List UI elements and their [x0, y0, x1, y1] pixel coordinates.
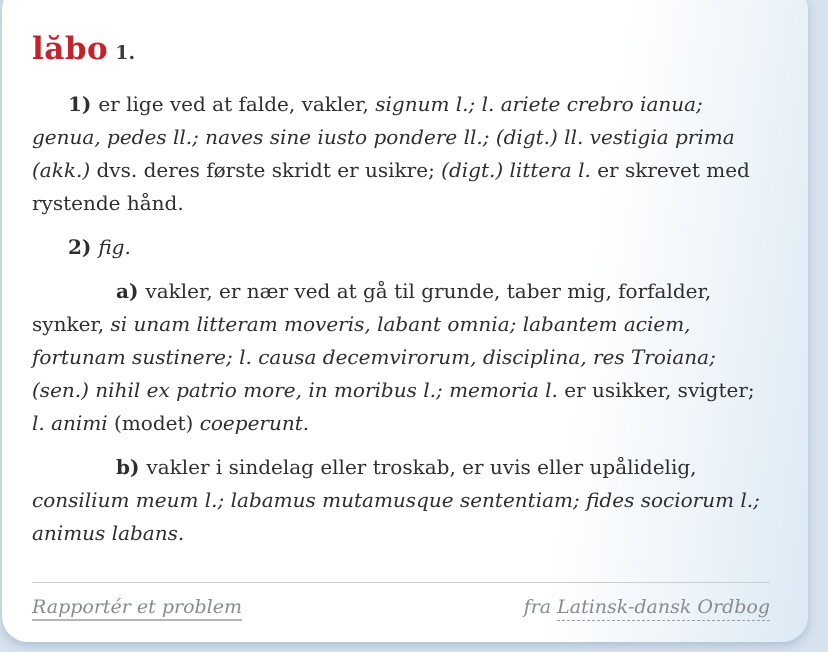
- sense-paragraph: [32, 88, 770, 220]
- text-run: vakler, er nær ved at gå til grunde, taber mig, forfalder, synker,: [32, 279, 712, 336]
- text-run: fig.: [98, 235, 131, 259]
- text-run: coeperunt.: [199, 411, 310, 435]
- text-run: consilium meum l.; labamus mutamusque sententiam; fides sociorum l.; animus labans.: [32, 488, 760, 545]
- headword-line: [32, 28, 770, 73]
- text-run: a): [116, 279, 146, 303]
- text-run: dvs. deres første skridt er usikre;: [96, 158, 442, 182]
- headword: lăbo: [32, 31, 109, 67]
- text-run: vakler i sindelag eller troskab, er uvis eller upålidelig,: [146, 455, 697, 479]
- text-run: 2): [68, 235, 99, 259]
- text-run: (modet): [114, 411, 200, 435]
- text-run: si unam litteram moveris, labant omnia; labantem aciem, fortunam sustinere; l. causa decemvirorum, disciplina, res Troiana; (sen.) nihil ex patrio more, in moribus l.; memoria l.: [32, 312, 716, 402]
- text-run: signum l.; l. ariete crebro ianua; genua, pedes ll.; naves sine iusto pondere ll.; (digt.) ll. vestigia prima (akk.): [32, 92, 735, 182]
- sense-list: [32, 88, 770, 550]
- source-dictionary-link[interactable]: Latinsk-dansk Ordbog: [557, 596, 770, 621]
- text-run: er usikker, svigter;: [564, 378, 755, 402]
- report-problem-link[interactable]: Rapportér et problem: [32, 596, 242, 621]
- text-run: l. animi: [32, 411, 115, 435]
- text-run: 1): [68, 92, 99, 116]
- text-run: er skrevet med rystende hånd.: [32, 158, 750, 215]
- sense-paragraph: [32, 231, 770, 264]
- text-run: (digt.) littera l.: [441, 158, 598, 182]
- source-prefix: fra: [523, 596, 558, 618]
- text-run: er lige ved at falde, vakler,: [98, 92, 376, 116]
- source-attribution: [524, 596, 770, 618]
- dictionary-entry-card: [2, 0, 808, 642]
- text-run: b): [116, 455, 147, 479]
- footer-divider: [32, 582, 770, 583]
- homograph-number: 1.: [115, 42, 136, 64]
- sense-paragraph: [32, 275, 770, 440]
- entry-footer: [32, 596, 770, 621]
- sense-paragraph: [32, 451, 770, 550]
